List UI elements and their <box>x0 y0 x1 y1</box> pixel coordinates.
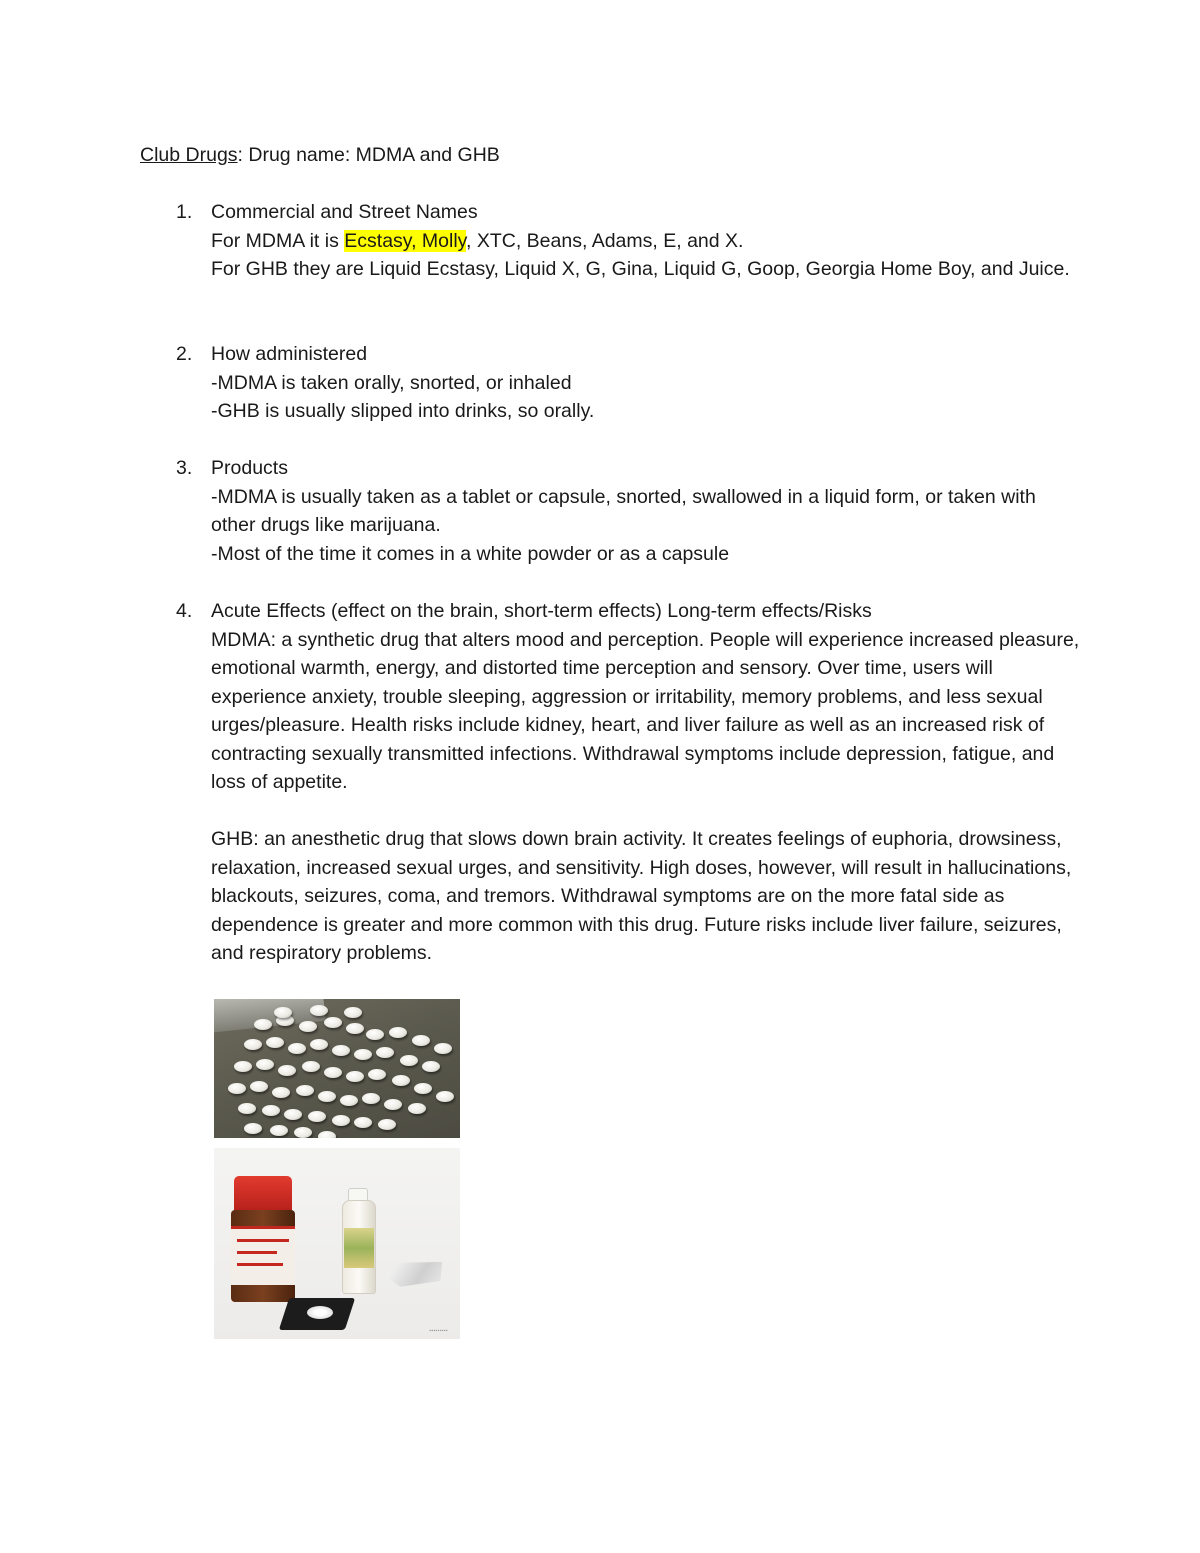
ghb-names: For GHB they are Liquid Ecstasy, Liquid X, G, Gina, Liquid G, Goop, Georgia Home Boy, and Juice. <box>211 258 1070 280</box>
section-number: 4. <box>176 600 193 622</box>
title-text: : Drug name: MDMA and GHB <box>237 144 500 166</box>
section-heading: How administered <box>211 343 368 365</box>
section-number: 1. <box>176 201 193 223</box>
section-line: -GHB is usually slipped into drinks, so orally. <box>211 400 595 422</box>
section-heading: Products <box>211 457 288 479</box>
title-label: Club Drugs <box>140 144 238 166</box>
pills-photo <box>214 999 460 1138</box>
section-heading: Commercial and Street Names <box>211 201 478 223</box>
photo-credit: ▪▪▪▪▪▪▪▪▪ <box>429 1328 448 1334</box>
mdma-names: For MDMA it is Ecstasy, Molly, XTC, Beans, Adams, E, and X. <box>211 229 744 252</box>
mdma-paragraph: MDMA: a synthetic drug that alters mood and perception. People will experience increased pleasure, emotional warmth, energy, and distorted time perception and sensory. Over time, users will experience anxiety, trouble sleeping, aggression or irritability, memory problems, and less sexual urges/pleasure. Health risks include kidney, heart, and liver failure as well as an increased risk of contracting sexually transmitted infections. Withdrawal symptoms include depression, fatigue, and loss of appetite. <box>211 628 1080 793</box>
section-line: -Most of the time it comes in a white powder or as a capsule <box>211 542 730 565</box>
section-number: 2. <box>176 343 193 365</box>
section-heading: Acute Effects (effect on the brain, short-term effects) Long-term effects/Risks <box>211 600 872 622</box>
highlighted-names: Ecstasy, Molly <box>344 229 466 252</box>
section-line: -MDMA is usually taken as a tablet or capsule, snorted, swallowed in a liquid form, or taken with other drugs like marijuana. <box>211 485 1036 536</box>
ghb-paragraph: GHB: an anesthetic drug that slows down brain activity. It creates feelings of euphoria, drowsiness, relaxation, increased sexual urges, and sensitivity. High doses, however, will result in hallucinations, blackouts, seizures, coma, and tremors. Withdrawal symptoms are on the more fatal side as dependence is greater and more common with this drug. Future risks include liver failure, seizures, and respiratory problems. <box>211 828 1072 964</box>
section-line: -MDMA is taken orally, snorted, or inhaled <box>211 371 572 394</box>
page-title <box>140 141 500 169</box>
section-number: 3. <box>176 457 193 479</box>
bottles-photo <box>214 1148 460 1339</box>
